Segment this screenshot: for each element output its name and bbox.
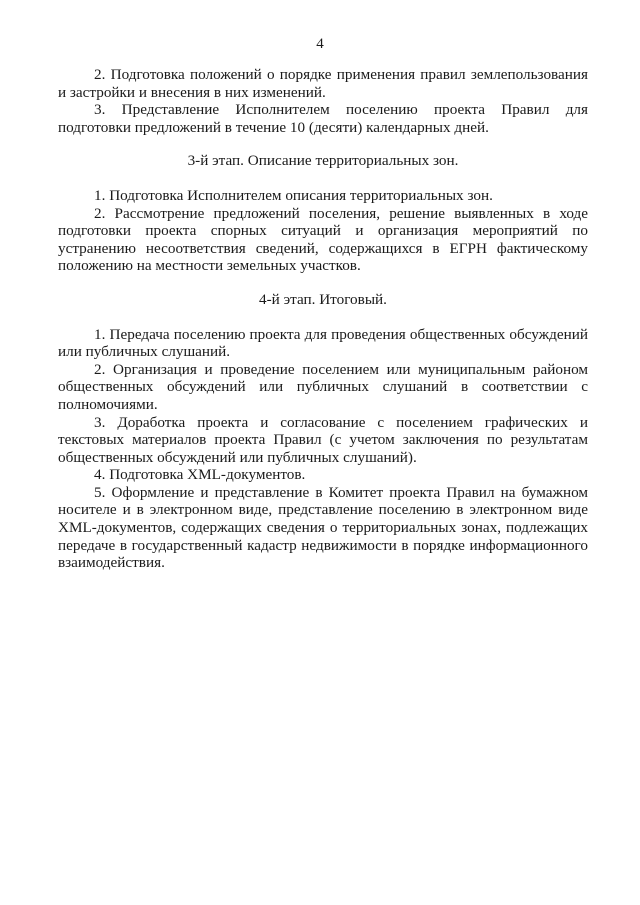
stage3-title: 3-й этап. Описание территориальных зон. [187,152,459,170]
page-number: 4 [316,36,324,52]
stage3-item-1: 1. Подготовка Исполнителем описания территориальных зон. [94,186,493,204]
stage4-item-1: 1. Передача поселению проекта для проведения общественных обсуждений или публичных слушаний. [58,325,588,361]
stage4-title: 4-й этап. Итоговый. [259,290,387,308]
stage4-item-2: 2. Организация и проведение поселением или муниципальным районом общественных обсуждений или публичных слушаний в соответствии с полномочиями. [58,360,588,413]
stage4-item-4: 4. Подготовка XML-документов. [94,466,306,484]
stage2-item-2: 2. Подготовка положений о порядке применения правил землепользования и застройки и внесения в них изменений. [58,66,588,101]
stage3-item-2: 2. Рассмотрение предложений поселения, решение выявленных в ходе подготовки проекта спорных ситуаций и организация мероприятий по устранению несоответствия сведений, содержащихся в ЕГРН фактическому положению на местности земельных участков. [58,204,588,275]
stage4-item-5: 5. Оформление и представление в Комитет проекта Правил на бумажном носителе и в электронном виде, представление поселению в электронном виде XML-документов, содержащих сведения о территориальных зонах, подлежащих передаче в государственный кадастр недвижимости в порядке информационного взаимодействия. [58,483,588,572]
stage4-item-3: 3. Доработка проекта и согласование с поселением графических и текстовых материалов проекта Правил (с учетом заключения по результатам общественных обсуждений или публичных слушаний). [58,413,588,466]
document-body [58,66,588,572]
stage2-item-3: 3. Представление Исполнителем поселению проекта Правил для подготовки предложений в течение 10 (десяти) календарных дней. [58,101,588,136]
